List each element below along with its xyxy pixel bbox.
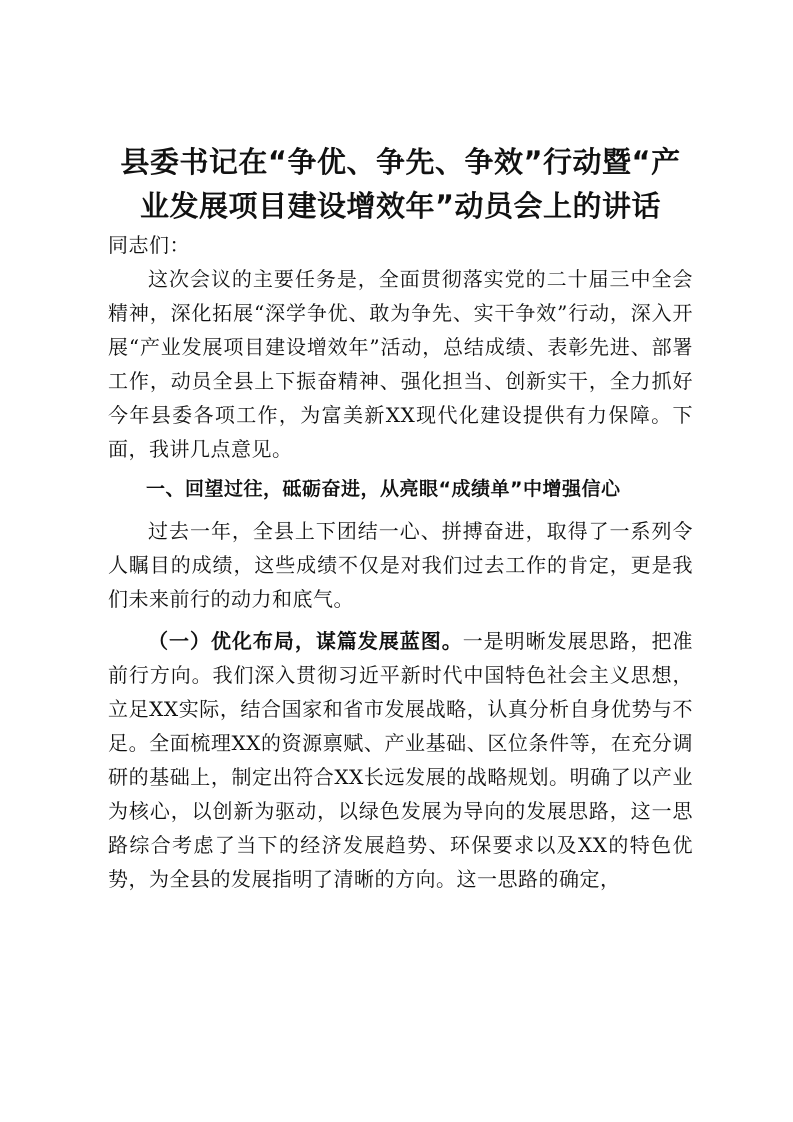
paragraph-gap	[108, 616, 693, 624]
title-line-1: 县委书记在“争优、争先、争效”行动暨“产	[120, 145, 681, 179]
subsection-1-paragraph	[108, 624, 693, 896]
salutation: 同志们：	[108, 233, 190, 257]
section-1-paragraph: 过去一年，全县上下团结一心、拼搏奋进，取得了一系列令人瞩目的成绩，这些成绩不仅是对我们过去工作的肯定，更是我们未来前行的动力和底气。	[108, 519, 693, 611]
document-title	[108, 140, 693, 228]
section-1-heading: 一、回望过往，砥砺奋进，从亮眼“成绩单”中增强信心	[146, 478, 621, 500]
intro-paragraph: 这次会议的主要任务是，全面贯彻落实党的二十届三中全会精神，深化拓展“深学争优、敢为争先、实干争效”行动，深入开展“产业发展项目建设增效年”活动，总结成绩、表彰先进、部署工作，动员全县上下振奋精神、强化担当、创新实干，全力抓好今年县委各项工作，为富美新XX现代化建设提供有力保障。下面，我讲几点意见。	[108, 267, 693, 461]
document-body	[108, 228, 693, 896]
subsection-1-text: 一是明晰发展思路，把准前行方向。我们深入贯彻习近平新时代中国特色社会主义思想，立足XX实际，结合国家和省市发展战略，认真分析自身优势与不足。全面梳理XX的资源禀赋、产业基础、区位条件等，在充分调研的基础上，制定出符合XX长远发展的战略规划。明确了以产业为核心，以创新为驱动，以绿色发展为导向的发展思路，这一思路综合考虑了当下的经济发展趋势、环保要求以及XX的特色优势，为全县的发展指明了清晰的方向。这一思路的确定，	[108, 629, 694, 891]
document-page	[108, 140, 693, 896]
subsection-1-heading: （一）优化布局，谋篇发展蓝图。	[148, 629, 463, 653]
title-line-2: 业发展项目建设增效年”动员会上的讲话	[139, 189, 662, 223]
